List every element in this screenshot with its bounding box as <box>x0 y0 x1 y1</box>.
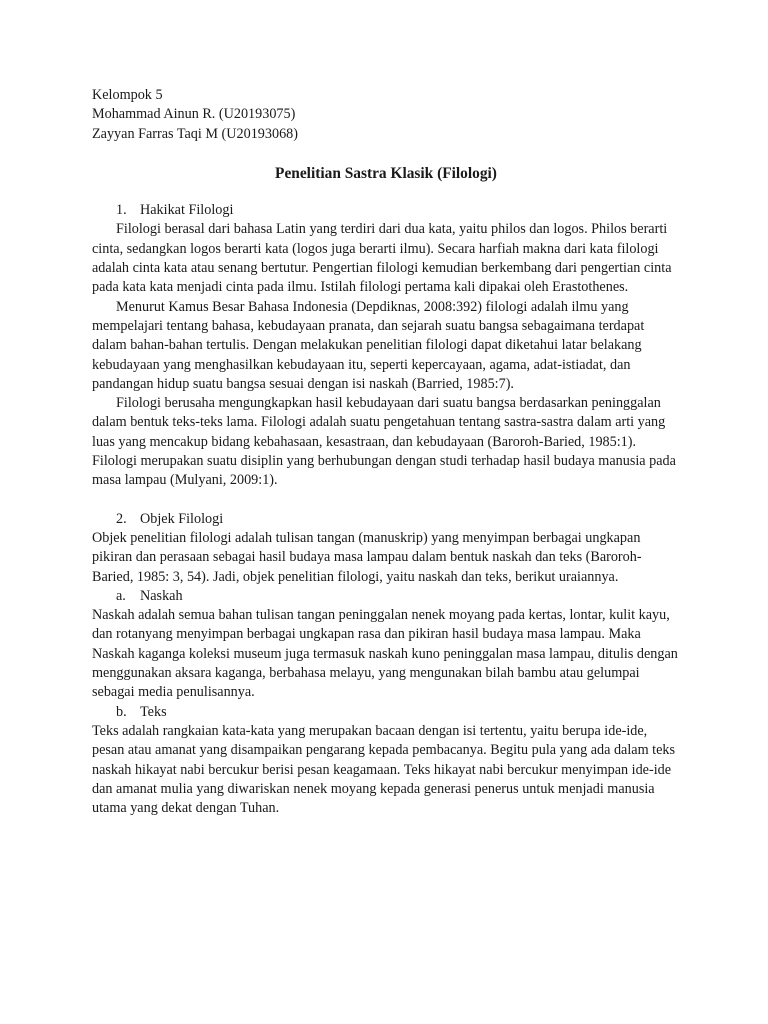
paragraph: Naskah adalah semua bahan tulisan tangan peninggalan nenek moyang pada kertas, lontar, kulit kayu, dan rotanyang menyimpan berbagai ungkapan rasa dan pikiran hasil budaya masa lampau. Maka Naskah kaganga koleksi museum juga termasuk naskah kuno peninggalan masa lampau, ditulis dengan menggunakan aksara kaganga, berbahasa melayu, yang mengunakan bilah bambu atau gelumpai sebagai media penulisannya. <box>92 607 678 701</box>
subsection-heading-text: Teks <box>140 703 167 720</box>
subsection-heading <box>92 587 680 606</box>
section-spacer <box>92 491 680 510</box>
section-heading-text: Hakikat Filologi <box>140 202 234 219</box>
section-number: 2. <box>116 510 127 527</box>
member-1: Mohammad Ainun R. (U20193075) <box>92 106 296 123</box>
document-page <box>92 86 680 818</box>
section-heading-text: Objek Filologi <box>140 510 224 527</box>
subsection-heading <box>92 703 680 722</box>
section-objek-filologi <box>92 510 680 819</box>
document-title: Penelitian Sastra Klasik (Filologi) <box>275 164 497 182</box>
paragraph: Filologi berusaha mengungkapkan hasil kebudayaan dari suatu bangsa berdasarkan peninggalan dalam bentuk teks-teks lama. Filologi adalah suatu pengetahuan tentang sastra-sastra dalam arti yang luas yang mencakup bidang kebahasaan, kesastraan, dan kebudayaan (Baroroh-Baried, 1985:1). Filologi merupakan suatu disiplin yang berhubungan dengan studi terhadap hasil budaya manusia pada masa lampau (Mulyani, 2009:1). <box>92 395 676 489</box>
subsection-heading-text: Naskah <box>140 587 183 604</box>
section-hakikat-filologi <box>92 201 680 490</box>
subsection-letter: a. <box>116 587 126 604</box>
subsection-letter: b. <box>116 703 127 720</box>
paragraph: Filologi berasal dari bahasa Latin yang terdiri dari dua kata, yaitu philos dan logos. Philos berarti cinta, sedangkan logos berarti kata (logos juga berarti ilmu). Secara harfiah makna dari kata filologi adalah cinta kata atau senang bertutur. Pengertian filologi kemudian berkembang dari pengertian cinta pada kata kata menjadi cinta pada ilmu. Istilah filologi pertama kali dipakai oleh Erastothenes. <box>92 221 672 296</box>
section-heading <box>92 201 680 220</box>
section-heading <box>92 510 680 529</box>
section-number: 1. <box>116 202 127 219</box>
paragraph: Teks adalah rangkaian kata-kata yang merupakan bacaan dengan isi tertentu, yaitu berupa ide-ide, pesan atau amanat yang disampaikan pengarang kepada pembacanya. Begitu pula yang ada dalam teks naskah hikayat nabi bercukur berisi pesan keagamaan. Teks hikayat nabi bercukur menyimpan ide-ide dan amanat mulia yang diwariskan nenek moyang kepada generasi penerus untuk menjadi manusia utama yang dekat dengan Tuhan. <box>92 722 676 817</box>
member-2: Zayyan Farras Taqi M (U20193068) <box>92 125 298 142</box>
paragraph: Menurut Kamus Besar Bahasa Indonesia (Depdiknas, 2008:392) filologi adalah ilmu yang mempelajari tentang bahasa, kebudayaan pranata, dan sejarah suatu bangsa sebagaimana terdapat dalam bahan-bahan tertulis. Dengan melakukan penelitian filologi dapat diketahui latar belakang kebudayaan yang menghasilkan kebudayaan itu, seperti kepercayaan, agama, adat-istiadat, dan pandangan hidup suatu bangsa sesuai dengan isi naskah (Barried, 1985:7). <box>92 298 645 392</box>
paragraph: Objek penelitian filologi adalah tulisan tangan (manuskrip) yang menyimpan berbagai ungkapan pikiran dan perasaan sebagai hasil budaya masa lampau dalam bentuk naskah dan teks (Baroroh-Baried, 1985: 3, 54). Jadi, objek penelitian filologi, yaitu naskah dan teks, berikut uraiannya. <box>92 529 642 585</box>
group-label: Kelompok 5 <box>92 87 163 103</box>
